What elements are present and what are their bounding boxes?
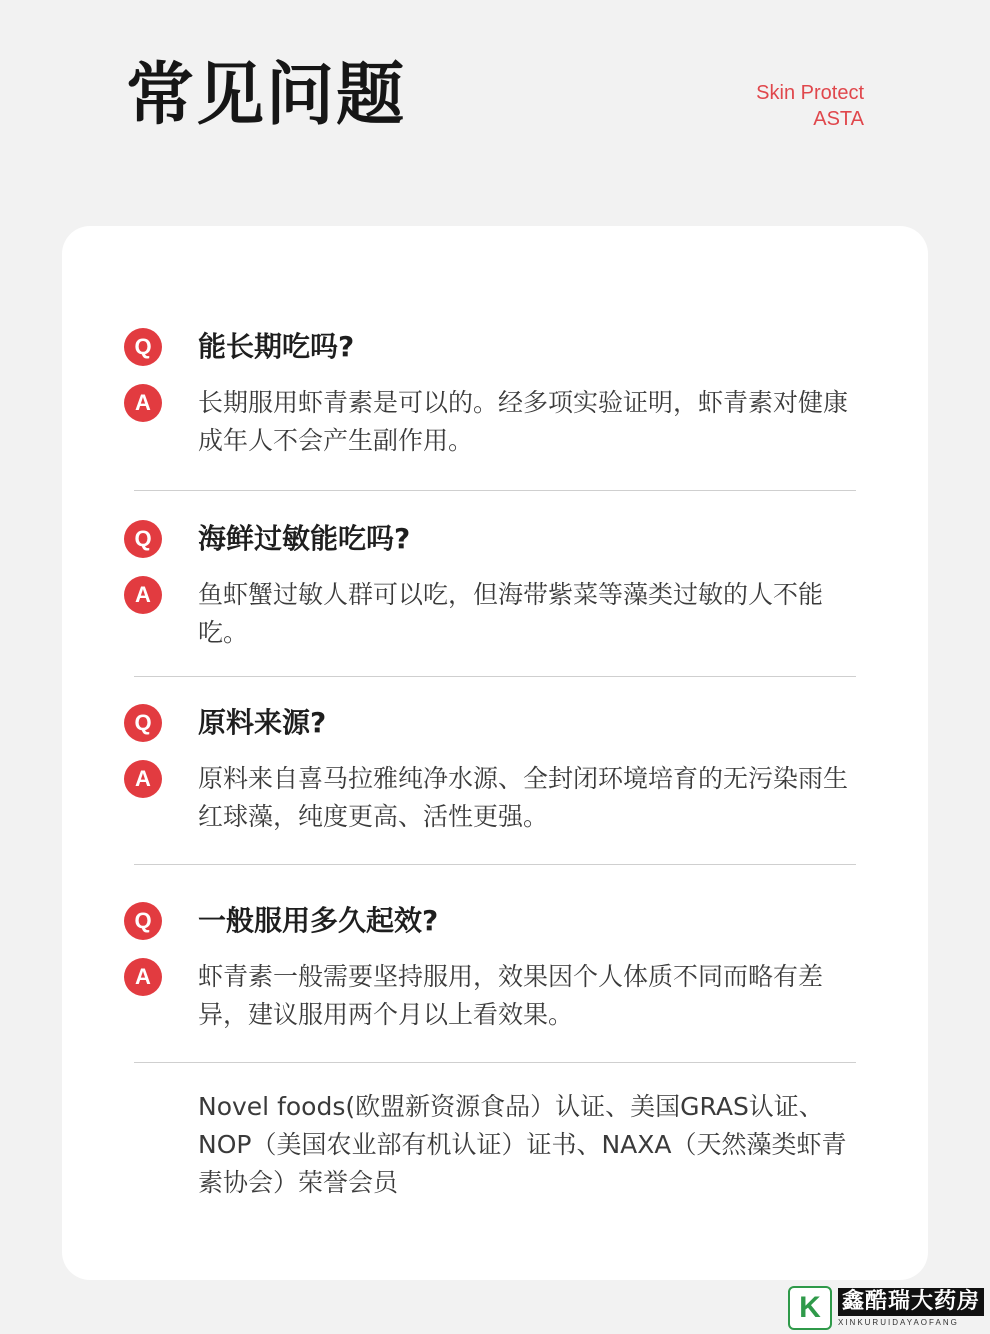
question-row: [124, 328, 864, 366]
faq-card: [62, 226, 928, 1280]
answer-text: 鱼虾蟹过敏人群可以吃，但海带紫菜等藻类过敏的人不能吃。: [198, 580, 824, 647]
q-badge-icon: Q: [124, 328, 162, 366]
answer-text: 长期服用虾青素是可以的。经多项实验证明，虾青素对健康成年人不会产生副作用。: [198, 388, 849, 455]
answer-row: [124, 958, 864, 1034]
a-badge-icon: A: [124, 384, 162, 422]
a-badge-icon: A: [124, 958, 162, 996]
divider: [134, 1062, 856, 1063]
faq-item-4: [124, 902, 864, 1034]
watermark-sub: XINKURUIDAYAOFANG: [837, 1318, 959, 1327]
question-text: 能长期吃吗?: [198, 330, 355, 363]
brand-line-2: ASTA: [813, 108, 864, 130]
question-row: [124, 704, 864, 742]
brand-line-1: Skin Protect: [756, 82, 864, 104]
q-badge-icon: Q: [124, 520, 162, 558]
q-badge-icon: Q: [124, 902, 162, 940]
page-title: 常见问题: [126, 56, 407, 135]
watermark: [788, 1286, 984, 1330]
q-badge-icon: Q: [124, 704, 162, 742]
a-badge-icon: A: [124, 760, 162, 798]
faq-item-1: [124, 328, 864, 460]
question-text: 原料来源?: [198, 706, 327, 739]
answer-row: [124, 384, 864, 460]
certification-note: Novel foods(欧盟新资源食品）认证、美国GRAS认证、NOP（美国农业部有机认证）证书、NAXA（天然藻类虾青素协会）荣誉会员: [198, 1092, 847, 1197]
watermark-text: [838, 1288, 984, 1328]
answer-text: 原料来自喜马拉雅纯净水源、全封闭环境培育的无污染雨生红球藻，纯度更高、活性更强。: [198, 764, 849, 831]
answer-row: [124, 760, 864, 836]
faq-item-3: [124, 704, 864, 836]
divider: [134, 490, 856, 491]
question-text: 一般服用多久起效?: [198, 904, 439, 937]
question-row: [124, 520, 864, 558]
question-row: [124, 902, 864, 940]
question-text: 海鲜过敏能吃吗?: [198, 522, 411, 555]
answer-text: 虾青素一般需要坚持服用，效果因个人体质不同而略有差异，建议服用两个月以上看效果。: [198, 962, 824, 1029]
divider: [134, 676, 856, 677]
watermark-name: 鑫酷瑞大药房: [838, 1288, 984, 1316]
brand-label: [756, 80, 864, 132]
pharmacy-logo-icon: K: [788, 1286, 832, 1330]
divider: [134, 864, 856, 865]
a-badge-icon: A: [124, 576, 162, 614]
answer-row: [124, 576, 864, 652]
faq-item-2: [124, 520, 864, 652]
